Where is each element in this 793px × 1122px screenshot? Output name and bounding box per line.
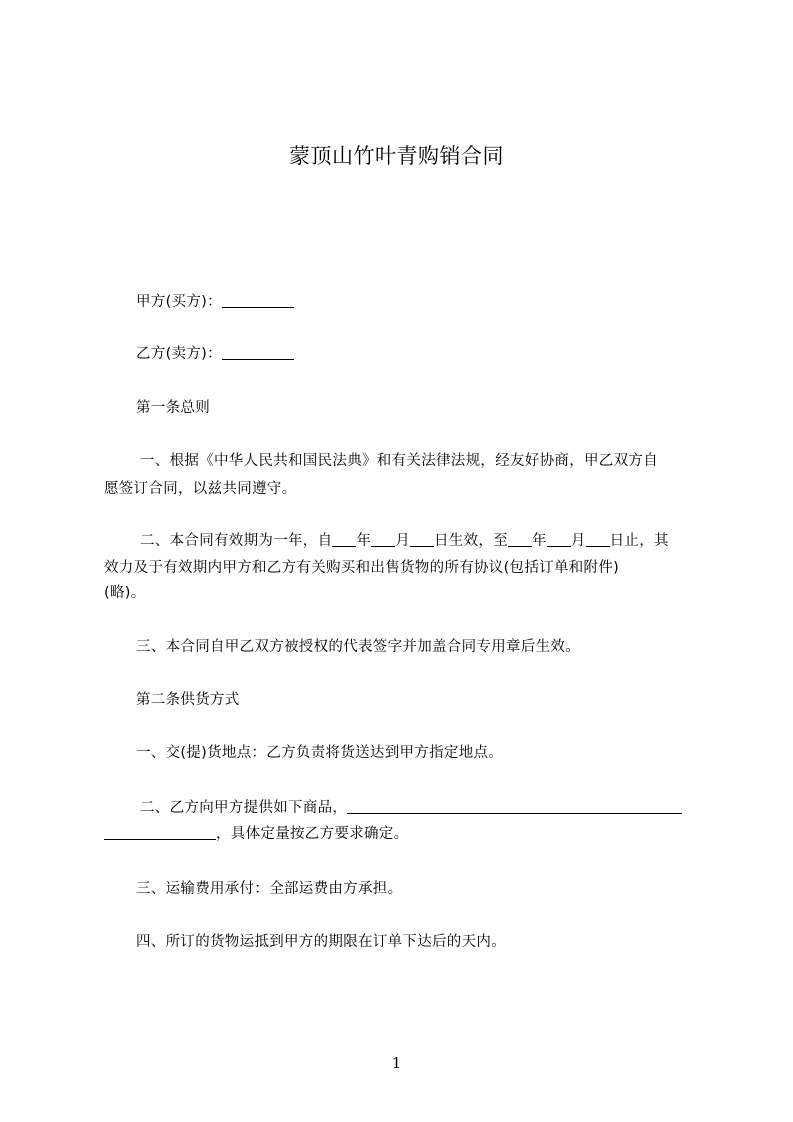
start-year-blank[interactable] <box>332 532 356 547</box>
party-a-line <box>104 289 736 315</box>
article-2-clause-2-line-1: 二、乙方向甲方提供如下商品， <box>104 795 740 821</box>
goods-blank-2[interactable] <box>104 825 216 840</box>
article-1-clause-2-line-2: 效力及于有效期内甲方和乙方有关购买和出售货物的所有协议(包括订单和附件) <box>104 560 620 576</box>
article-1-clause-2-line-1: 二、本合同有效期为一年，自 年 月 日生效，至 年 月 日止，其 <box>140 533 669 549</box>
article-2-clause-1: 一、交(提)货地点：乙方负责将货送达到甲方指定地点。 <box>136 745 504 761</box>
start-day-blank[interactable] <box>410 532 434 547</box>
article-1-clause-2-line-3: (略)。 <box>104 585 146 601</box>
start-month-blank[interactable] <box>371 532 395 547</box>
party-b-blank[interactable] <box>222 345 294 360</box>
party-b-line <box>104 341 736 367</box>
article-2-clause-2-line-2: ，具体定量按乙方要求确定。 <box>104 821 704 847</box>
page-number: 1 <box>391 1054 402 1072</box>
article-1-clause-3: 三、本合同自甲乙双方被授权的代表签字并加盖合同专用章后生效。 <box>136 639 580 655</box>
contract-title: 蒙顶山竹叶青购销合同 <box>289 144 504 168</box>
goods-blank-1[interactable] <box>347 799 682 814</box>
article-1-clause-1-line-2: 愿签订合同，以兹共同遵守。 <box>104 481 297 497</box>
end-day-blank[interactable] <box>586 532 610 547</box>
party-a-blank[interactable] <box>222 293 294 308</box>
article-2-clause-4: 四、所订的货物运抵到甲方的期限在订单下达后的天内。 <box>136 934 506 950</box>
article-2-clause-3: 三、运输费用承付：全部运费由方承担。 <box>136 881 403 897</box>
article-2-heading: 第二条供货方式 <box>136 692 240 708</box>
article-1-clause-1-line-1: 一、根据《中华人民共和国民法典》和有关法律法规，经友好协商，甲乙双方自 <box>140 453 658 469</box>
end-month-blank[interactable] <box>547 532 571 547</box>
end-year-blank[interactable] <box>508 532 532 547</box>
party-b-label: 乙方(卖方)： <box>136 346 222 362</box>
party-a-label: 甲方(买方)： <box>136 294 222 310</box>
article-1-heading: 第一条总则 <box>136 400 210 416</box>
